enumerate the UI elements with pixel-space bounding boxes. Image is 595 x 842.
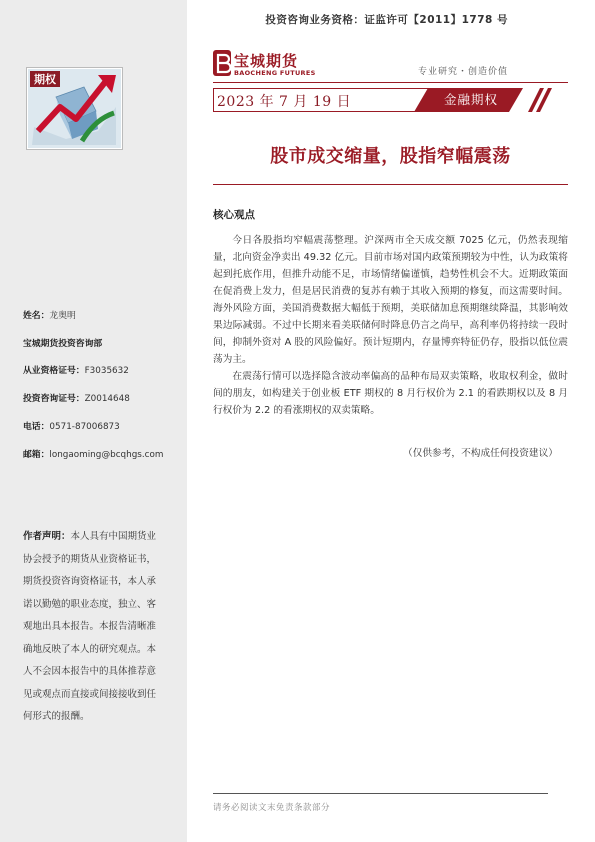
- title-divider: [213, 184, 568, 185]
- analyst-name: 龙奥明: [49, 311, 76, 321]
- email-address: longaoming@bcqhgs.com: [49, 450, 164, 460]
- brand-logo: [213, 50, 333, 80]
- body-paragraph: 在震荡行情可以选择隐含波动率偏高的品种布局双卖策略，收取权利金，做时间的朋友，如构建关于创业板 ETF 期权的 8 月行权价为 2.1 的看跌期权以及 8 月行权价为 2.2 的看涨期权的双卖策略。: [213, 371, 568, 416]
- qualification-number: F3035632: [84, 366, 129, 376]
- qualification-row: [23, 363, 129, 376]
- brand-name-cn: 宝城期货: [234, 52, 299, 70]
- footer-divider: [213, 793, 548, 794]
- brand-name-en: BAOCHENG FUTURES: [234, 69, 316, 77]
- options-badge-logo: [26, 67, 123, 150]
- qualification-label: 从业资格证号：: [23, 366, 85, 376]
- advisory-number: Z0014648: [84, 394, 130, 404]
- statement-label: 作者声明：: [23, 531, 71, 542]
- banner-stripes: [528, 88, 552, 112]
- advisory-label: 投资咨询证号：: [23, 394, 85, 404]
- badge-label: 期权: [34, 73, 56, 86]
- advisory-row: [23, 391, 130, 404]
- slogan: 专业研究・创造价值: [418, 67, 509, 77]
- body-paragraph: 今日各股指均窄幅震荡整理。沪深两市全天成交额 7025 亿元，仍然表现缩量，北向资金净卖出 49.32 亿元。目前市场对国内政策预期较为中性，认为政策将起到托底作用，但推升动能不足，市场情绪偏谨慎，趋势性机会不大。近期政策面在促消费上发力，但是居民消费的复苏有赖于其收入预期的修复，而这需要时间。海外风险方面，美国消费数据大幅低于预期，美联储加息预期继续降温，其影响效果边际减弱。不过中长期来看美联储何时降息仍言之尚早，高利率仍将持续一段时间，抑制外资对 A 股的风险偏好。预计短期内，存量博弈特征仍存，股指以低位震荡为主。: [213, 235, 568, 365]
- statement-text: 本人具有中国期货业协会授予的期货从业资格证书，期货投资咨询资格证书，本人承诺以勤勉的职业态度，独立、客观地出具本报告。本报告清晰准确地反映了本人的研究观点。本人不会因本报告中的具体推荐意见或观点而直接或间接接收到任何形式的报酬。: [23, 531, 157, 722]
- section-heading: 核心观点: [213, 209, 255, 221]
- report-category: 金融期权: [444, 92, 499, 107]
- phone-number: 0571-87006873: [49, 422, 120, 432]
- author-statement: [23, 526, 165, 729]
- brand-logo-icon: [213, 50, 231, 76]
- email-row: [23, 447, 163, 460]
- header-divider: [213, 82, 568, 83]
- phone-row: [23, 419, 120, 432]
- report-body: [213, 232, 568, 419]
- report-title: 股市成交缩量，股指窄幅震荡: [270, 146, 511, 167]
- license-line: 投资咨询业务资格：证监许可【2011】1778 号: [265, 14, 508, 26]
- analyst-name-row: [23, 308, 76, 321]
- phone-label: 电话：: [23, 422, 50, 432]
- email-label: 邮箱：: [23, 450, 50, 460]
- disclaimer-note: （仅供参考，不构成任何投资建议）: [403, 448, 558, 459]
- report-date: 2023 年 7 月 19 日: [217, 94, 352, 110]
- analyst-name-label: 姓名：: [23, 311, 50, 321]
- footer-note: 请务必阅读文末免责条款部分: [213, 803, 331, 813]
- analyst-department: 宝城期货投资咨询部: [23, 339, 103, 349]
